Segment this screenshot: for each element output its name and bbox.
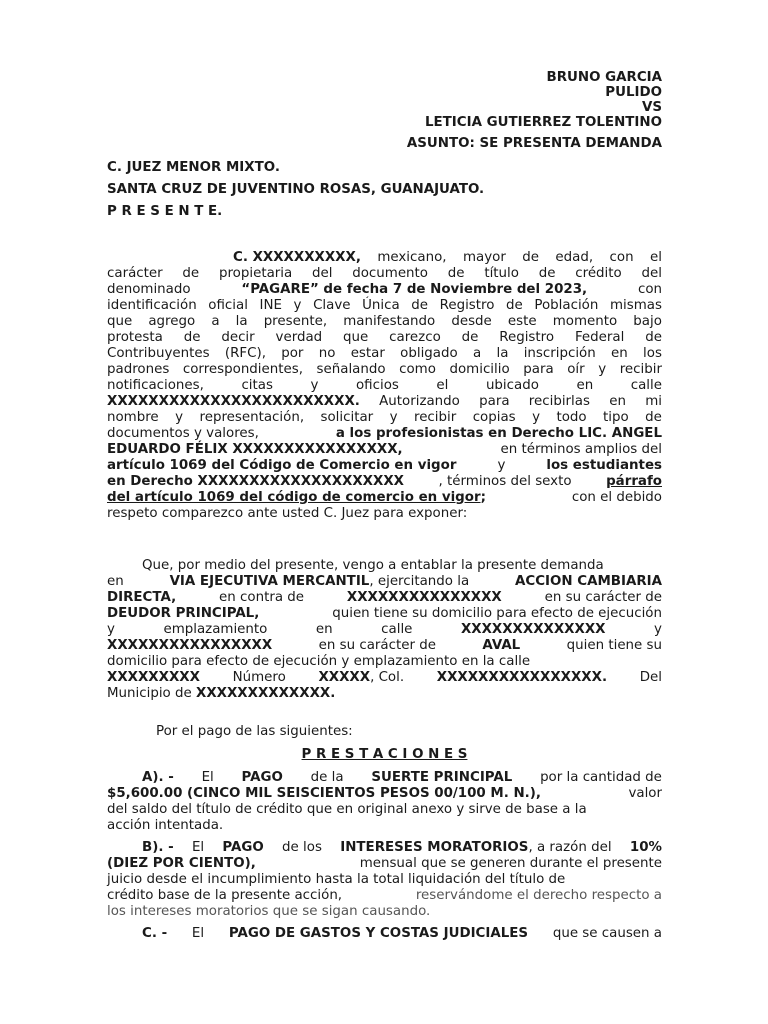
prest-a-line2 [107,786,662,802]
word: Población [534,298,599,313]
word: de [182,266,200,281]
directa: DIRECTA, [107,590,177,605]
word: a [211,314,220,329]
prest-a-line1 [142,770,662,786]
p2-line1: Que, por medio del presente, vengo a entablar la presente demanda [142,558,604,573]
p1-line7 [107,346,662,362]
semicolon: ; [480,490,486,505]
text: documentos y valores, [107,426,259,441]
defendant-placeholder: XXXXXXXXXXXXXXX [346,590,502,605]
pago-label: PAGO [222,840,264,855]
text: El [201,770,214,785]
word: mexicano, [377,250,447,265]
word: todo [556,410,587,425]
text: quien tiene su [566,638,662,653]
word: representación, [199,410,305,425]
word: de [183,330,201,345]
p1-line5 [107,314,662,330]
word: no [318,346,336,361]
pago-label: PAGO [241,770,283,785]
prestaciones-title: P R E S T A C I O N E S [301,747,468,762]
word: y [389,410,398,425]
p1-line17: respeto comparezco ante usted C. Juez para exponer: [107,506,468,521]
addressee-location: SANTA CRUZ DE JUVENTINO ROSAS, GUANAJUATO. [107,182,485,197]
text: , términos del sexto [438,474,572,489]
word: manifestando [343,314,436,329]
p2-line9 [107,686,662,702]
via-ejecutiva: VIA EJECUTIVA MERCANTIL [169,574,370,589]
word: la [496,346,509,361]
text: en contra de [219,590,305,605]
word: recibir [413,410,457,425]
p2-line6 [107,638,662,654]
article-reference: artículo 1069 del Código de Comercio en vigor [107,458,457,473]
word: de [645,410,662,425]
word: identificación [107,298,197,313]
word: señalando [316,362,386,377]
p1-line9 [107,378,662,394]
word: emplazamiento [163,622,268,637]
word: mi [645,394,662,409]
word: edad, [555,250,594,265]
text: y [654,622,662,637]
word: y [532,410,541,425]
word: de [461,330,479,345]
prest-b-line2 [107,856,662,872]
word: carácter [107,266,163,281]
word: bajo [633,314,662,329]
gastos-costas: PAGO DE GASTOS Y COSTAS JUDICIALES [228,926,529,941]
word: del [311,266,333,281]
text: que se causen a [552,926,662,941]
prest-b-line4 [107,888,662,904]
p2-line8 [107,670,662,686]
word: notificaciones, [107,378,204,393]
text: en su carácter de [544,590,662,605]
p1-line2 [107,266,662,282]
word: propietaria [218,266,293,281]
text: crédito base de la presente acción, [107,888,343,903]
accion-cambiaria: ACCION CAMBIARIA [515,574,662,589]
prest-a-line4: acción intentada. [107,818,224,833]
p1-line10 [107,394,662,410]
word: título [484,266,519,281]
text: valor [628,786,662,801]
word: de [522,250,539,265]
word: con [609,250,634,265]
word: y [310,378,319,393]
word: y [175,410,184,425]
word: Única [362,298,400,313]
word: de [447,266,465,281]
word: verdad [275,330,323,345]
p1-line8 [107,362,662,378]
word: Federal [574,330,625,345]
word: Registro [499,330,555,345]
word: el [436,378,449,393]
word: de [506,298,523,313]
prest-b-line3: juicio desde el incumplimiento hasta la total liquidación del título de [107,872,566,887]
p1-line12 [107,426,662,442]
text: en [107,574,124,589]
intereses-moratorios: INTERESES MORATORIOS [340,840,529,855]
lawyer-name: EDUARDO FÉLIX XXXXXXXXXXXXXXXX, [107,442,403,457]
word: Registro [439,298,495,313]
students-name: en Derecho XXXXXXXXXXXXXXXXXXXX [107,474,404,489]
p1-name: C. XXXXXXXXXX, [233,250,361,265]
aval-placeholder: XXXXXXXXXXXXXXXX [107,638,273,653]
word: estar [350,346,385,361]
addressee-judge: C. JUEZ MENOR MIXTO. [107,160,280,175]
word: y [598,362,607,377]
text: por la cantidad de [540,770,662,785]
p1-line15 [107,474,662,490]
text: con [637,282,662,297]
p1-line3 [107,282,662,298]
p2-line4 [107,606,662,622]
party1-line1: BRUNO GARCIA [546,70,662,85]
rate-words: (DIEZ POR CIENTO), [107,856,256,871]
colonia-placeholder: XXXXXXXXXXXXXXXX. [436,670,608,685]
text: El [191,926,205,941]
prest-b-line1 [142,840,662,856]
word: de [645,330,662,345]
word: citas [241,378,273,393]
prest-a-line3: del saldo del título de crédito que en original anexo y sirve de base a la [107,802,587,817]
word: protesta [107,330,163,345]
word: mismas [609,298,662,313]
p1-line1 [233,250,662,266]
word: oír [567,362,585,377]
text: Municipio de [107,686,192,701]
text: con el debido [571,490,662,505]
word: recibirlas [528,394,590,409]
word: a [472,346,482,361]
text: , ejercitando la [369,574,470,589]
address-placeholder: XXXXXXXXXXXXXXXXXXXXXXXX. [107,394,360,409]
prest-b-line5: los intereses moratorios que se sigan causando. [107,904,431,919]
aval-label: AVAL [482,638,521,653]
text: , a razón del [528,840,612,855]
lawyer-reference: a los profesionistas en Derecho LIC. ANGEL [335,426,662,441]
word: solicitar [320,410,374,425]
text: denominado [107,282,191,297]
word: la [235,314,248,329]
item-c-label: C. - [142,926,168,941]
p2-line3 [107,590,662,606]
word: documento [352,266,428,281]
word: calle [630,378,662,393]
text: quien tiene su domicilio para efecto de ejecución [332,606,662,621]
word: en [576,378,594,393]
word: mayor [462,250,506,265]
word: oficios [355,378,399,393]
text: de la [310,770,344,785]
word: del [641,266,662,281]
reserve-text: reservándome el derecho respecto a [415,888,662,903]
word: calle [381,622,413,637]
text: de los [282,840,322,855]
suerte-principal: SUERTE PRINCIPAL [371,770,513,785]
versus-label: VS [641,100,662,115]
p1-line16 [107,490,662,506]
street-placeholder: XXXXXXXXXXXXXX [460,622,606,637]
word: presente, [263,314,328,329]
deudor-principal: DEUDOR PRINCIPAL, [107,606,260,621]
item-a-label: A). - [142,770,174,785]
word: copias [472,410,516,425]
number-placeholder: XXXXX [318,670,371,685]
word: en [609,394,626,409]
text: El [191,840,205,855]
word: ubicado [485,378,539,393]
p3-line1: Por el pago de las siguientes: [156,724,353,739]
word: que [107,314,133,329]
party2-name: LETICIA GUTIERREZ TOLENTINO [424,115,662,130]
p1-line13 [107,442,662,458]
word: para [523,362,554,377]
text: en su carácter de [318,638,436,653]
text: , Col. [370,670,405,685]
word: decir [221,330,255,345]
underlined-parrafo: párrafo [606,474,662,489]
p1-line11 [107,410,662,426]
p2-line2 [107,574,662,590]
rate: 10% [629,840,662,855]
word: Autorizando [379,394,460,409]
word: para [479,394,510,409]
word: en [315,622,333,637]
word: nombre [107,410,159,425]
word: tipo [603,410,629,425]
word: este [507,314,537,329]
addressee-presente: P R E S E N T E. [107,204,223,219]
street-name-placeholder: XXXXXXXXX [107,670,200,685]
p1-line14 [107,458,662,474]
p2-line7: domicilio para efecto de ejecución y emplazamiento en la calle [107,654,531,669]
item-b-label: B). - [142,840,174,855]
pagare-reference: “PAGARE” de fecha 7 de Noviembre del 2023, [241,282,588,297]
word: carezco [389,330,441,345]
p2-line5 [107,622,662,638]
word: que [343,330,369,345]
word: momento [552,314,618,329]
word: crédito [575,266,622,281]
students-reference: los estudiantes [546,458,662,473]
underlined-article: del artículo 1069 del código de comercio en vigor [107,490,481,505]
party1-line2: PULIDO [605,85,662,100]
word: oficial [208,298,248,313]
word: y [293,298,302,313]
text: y [497,458,506,473]
word: los [643,346,662,361]
word: el [650,250,662,265]
word: de [538,266,556,281]
word: Clave [313,298,351,313]
asunto-line: ASUNTO: SE PRESENTA DEMANDA [406,136,662,151]
p1-line6 [107,330,662,346]
word: agrego [148,314,196,329]
word: domicilio [449,362,510,377]
word: correspondientes, [182,362,303,377]
word: en [611,346,628,361]
word: inscripción [523,346,596,361]
word: padrones [107,362,170,377]
word: Contribuyentes [107,346,210,361]
amount: $5,600.00 (CINCO MIL SEISCIENTOS PESOS 00/100 M. N.), [107,786,541,801]
word: como [399,362,436,377]
text: en términos amplios del [500,442,662,457]
word: desde [451,314,492,329]
word: por [281,346,304,361]
word: recibir [619,362,662,377]
word: obligado [400,346,458,361]
prest-c-line1 [142,926,662,942]
word: y [107,622,115,637]
word: (RFC), [224,346,266,361]
text: Número [232,670,286,685]
municipio-placeholder: XXXXXXXXXXXXX. [196,686,336,701]
p1-line4 [107,298,662,314]
text: Del [639,670,662,685]
word: de [411,298,429,313]
word: INE [259,298,282,313]
text: mensual que se generen durante el presente [359,856,662,871]
